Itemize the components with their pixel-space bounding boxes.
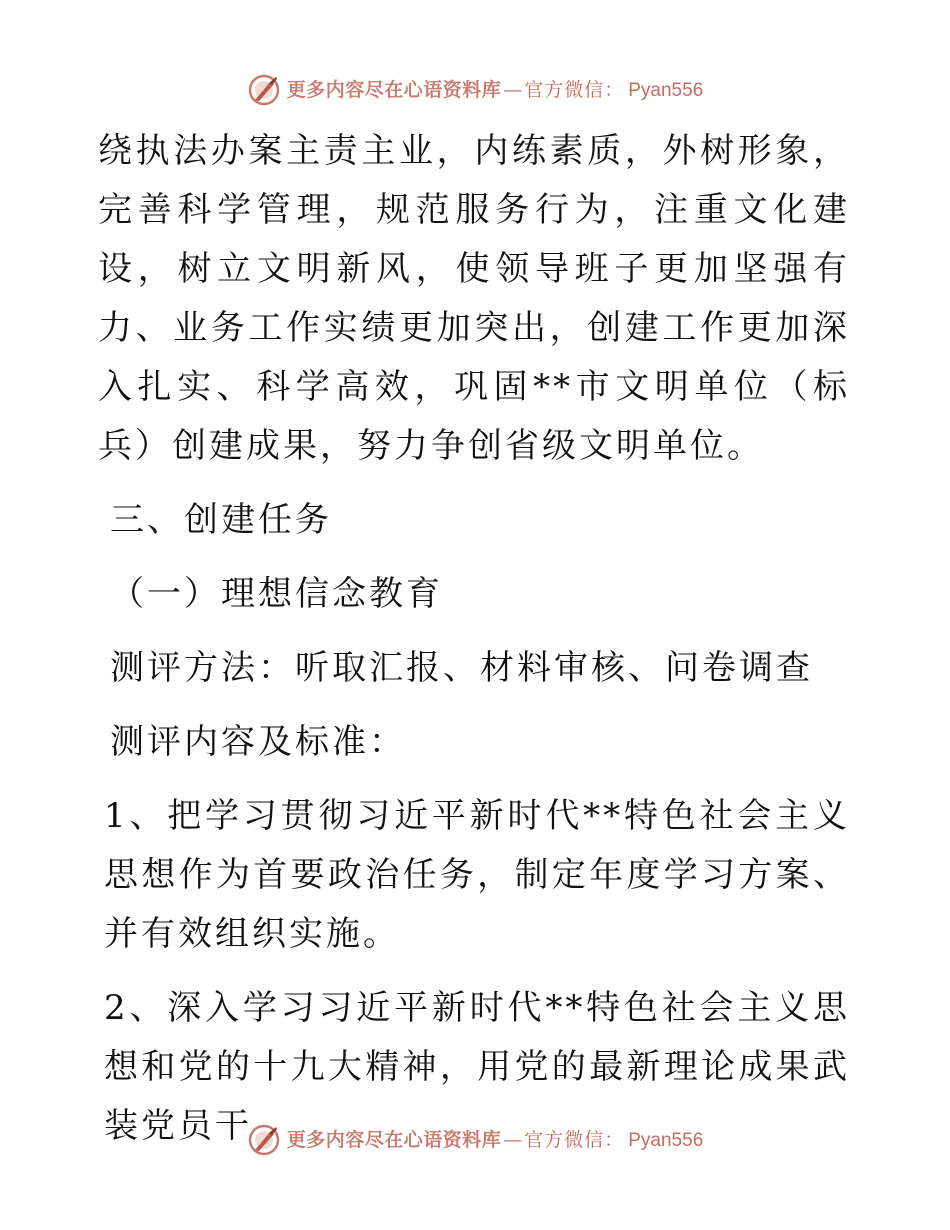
criterion-item-1: 1、把学习贯彻习近平新时代**特色社会主义思想作为首要政治任务，制定年度学习方案、并有效组织实施。: [104, 796, 850, 954]
paragraph-goal-continuation: 绕执法办案主责主业，内练素质，外树形象，完善科学管理，规范服务行为，注重文化建设，树立文明新风，使领导班子更加坚强有力、业务工作实绩更加突出，创建工作更加深入扎实、科学高效，巩固**市文明单位（标兵）创建成果，努力争创省级文明单位。: [98, 131, 850, 466]
banner-text: [286, 1128, 704, 1151]
section-heading-tasks: 三、创建任务: [110, 500, 332, 540]
document-body: [98, 122, 850, 1156]
criterion-item-2: 2、深入学习习近平新时代**特色社会主义思想和党的十九大精神，用党的最新理论成果武装党员干: [104, 988, 850, 1146]
footer-watermark-banner: [0, 1120, 950, 1160]
subsection-heading-ideals: （一）理想信念教育: [110, 574, 443, 614]
evaluation-method: 测评方法：听取汇报、材料审核、问卷调查: [110, 648, 813, 688]
banner-wechat-id: Pyan556: [628, 1129, 704, 1151]
banner-dash: —: [503, 1128, 523, 1151]
banner-text: [286, 78, 704, 101]
quill-pen-logo-icon: [247, 1123, 281, 1157]
banner-official-label: 官方微信：: [524, 78, 625, 101]
banner-official-label: 官方微信：: [524, 1128, 625, 1151]
banner-site-name: 更多内容尽在心语资料库: [286, 78, 502, 101]
quill-pen-logo-icon: [247, 73, 281, 107]
evaluation-criteria-label: 测评内容及标准：: [110, 722, 406, 762]
banner-dash: —: [503, 78, 523, 101]
banner-wechat-id: Pyan556: [628, 79, 704, 101]
banner-site-name: 更多内容尽在心语资料库: [286, 1128, 502, 1151]
header-watermark-banner: [0, 70, 950, 110]
